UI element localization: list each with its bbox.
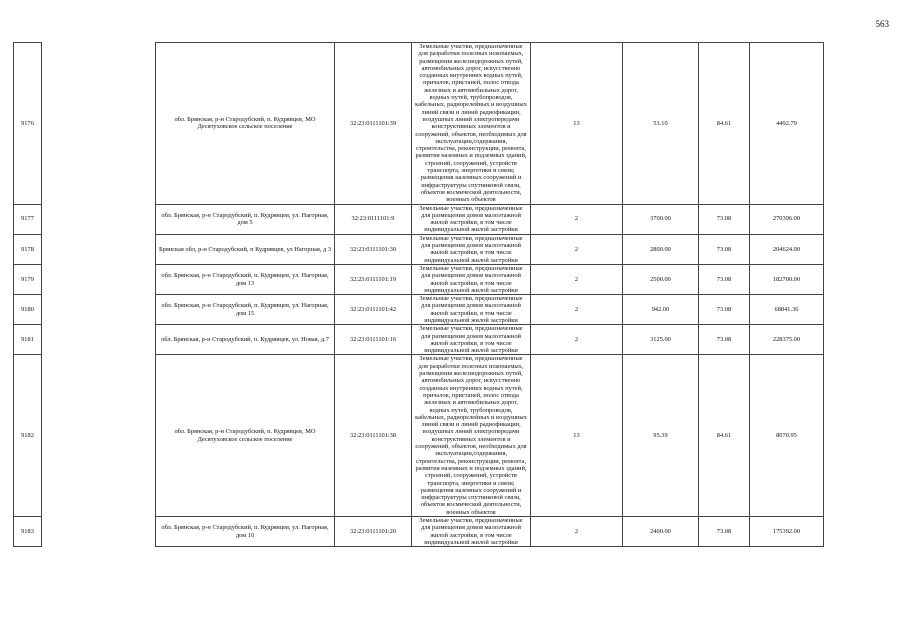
group-code-cell: 2: [531, 517, 623, 547]
group-code-cell: 13: [531, 43, 623, 205]
cadastral-number-cell: 32:23:0111101:16: [335, 325, 412, 355]
cadastral-number-cell: 32:23:0111101:20: [335, 517, 412, 547]
specific-value-cell: 73.08: [699, 325, 750, 355]
specific-value-cell: 84.61: [699, 355, 750, 517]
table-row: [14, 325, 824, 355]
row-number: 9180: [14, 295, 42, 325]
group-code-cell: 2: [531, 204, 623, 234]
area-cell: 2500.00: [623, 264, 699, 294]
cadastral-number-cell: 32:23:0111101:30: [335, 234, 412, 264]
row-number: 9176: [14, 43, 42, 205]
specific-value-cell: 73.08: [699, 204, 750, 234]
cadastral-number-cell: 32:23:0111101:42: [335, 295, 412, 325]
address-cell: обл. Брянская, р-н Стародубский, п. Кудрявцев, ул. Нагорная, дом 10: [156, 517, 335, 547]
specific-value-cell: 73.08: [699, 234, 750, 264]
cadastral-number-cell: 32:23:0111101:38: [335, 355, 412, 517]
cadastral-value-cell: 8070.95: [750, 355, 824, 517]
address-cell: обл. Брянская, р-н Стародубский, п. Кудрявцев, МО Десятуховское сельское поселение: [156, 355, 335, 517]
group-code-cell: 2: [531, 234, 623, 264]
table-row: [14, 234, 824, 264]
address-cell: обл. Брянская, р-н Стародубский, п. Кудрявцев, МО Десятуховское сельское поселение: [156, 43, 335, 205]
empty-cell: [42, 43, 156, 205]
row-number: 9178: [14, 234, 42, 264]
cadastral-number-cell: 32:23:0111101:39: [335, 43, 412, 205]
table-row: [14, 517, 824, 547]
row-number: 9182: [14, 355, 42, 517]
area-cell: 2800.00: [623, 234, 699, 264]
land-use-description-cell: Земельные участки, предназначенные для размещения домов малоэтажной жилой застройки, в том числе индивидуальной жилой застройки: [412, 264, 531, 294]
empty-cell: [42, 234, 156, 264]
group-code-cell: 13: [531, 355, 623, 517]
row-number: 9179: [14, 264, 42, 294]
cadastral-value-cell: 270396.00: [750, 204, 824, 234]
land-use-description-cell: Земельные участки, предназначенные для размещения домов малоэтажной жилой застройки, в том числе индивидуальной жилой застройки: [412, 517, 531, 547]
area-cell: 942.00: [623, 295, 699, 325]
cadastral-value-cell: 68841.36: [750, 295, 824, 325]
table-row: [14, 355, 824, 517]
land-use-description-cell: Земельные участки, предназначенные для разработки полезных ископаемых, размещения железнодорожных путей, автомобильных дорог, искусственно созданных внутренних водных путей, причалов, пристаней, полос отвода железных и автомобильных дорог, водных путей, трубопроводов, кабельных, радиорелейных и воздушных линий связи и линий радиофикации, воздушных линий электропередачи конструктивных элементов и сооружений, объектов, необходимых для эксплуатации,содержания, строительства, реконструкции, ремонта, развития наземных и подземных зданий, строений, сооружений, устройств транспорта, энергетики и связи; размещения наземных сооружений и инфраструктуры спутниковой связи, объектов космической деятельности, военных объектов: [412, 355, 531, 517]
cadastral-value-cell: 175392.00: [750, 517, 824, 547]
empty-cell: [42, 355, 156, 517]
specific-value-cell: 73.08: [699, 295, 750, 325]
row-number: 9177: [14, 204, 42, 234]
group-code-cell: 2: [531, 325, 623, 355]
empty-cell: [42, 204, 156, 234]
table-row: [14, 264, 824, 294]
row-number: 9183: [14, 517, 42, 547]
empty-cell: [42, 325, 156, 355]
cadastral-value-cell: 228375.00: [750, 325, 824, 355]
specific-value-cell: 84.61: [699, 43, 750, 205]
empty-cell: [42, 264, 156, 294]
table-row: [14, 295, 824, 325]
area-cell: 3125.00: [623, 325, 699, 355]
row-number: 9181: [14, 325, 42, 355]
empty-cell: [42, 295, 156, 325]
specific-value-cell: 73.08: [699, 264, 750, 294]
land-use-description-cell: Земельные участки, предназначенные для размещения домов малоэтажной жилой застройки, в том числе индивидуальной жилой застройки: [412, 325, 531, 355]
area-cell: 2400.00: [623, 517, 699, 547]
cadastral-value-table: [13, 42, 824, 547]
address-cell: Брянская обл, р-н Стародубский, п Кудрявцев, ул Нагорная, д 3: [156, 234, 335, 264]
group-code-cell: 2: [531, 264, 623, 294]
cadastral-number-cell: 32:23:0111101:9: [335, 204, 412, 234]
area-cell: 53.10: [623, 43, 699, 205]
cadastral-value-cell: 4492.79: [750, 43, 824, 205]
area-cell: 3700.00: [623, 204, 699, 234]
land-use-description-cell: Земельные участки, предназначенные для разработки полезных ископаемых, размещения железнодорожных путей, автомобильных дорог, искусственно созданных внутренних водных путей, причалов, пристаней, полос отвода железных и автомобильных дорог, водных путей, трубопроводов, кабельных, радиорелейных и воздушных линий связи и линий радиофикации, воздушных линий электропередачи конструктивных элементов и сооружений, объектов, необходимых для эксплуатации,содержания, строительства, реконструкции, ремонта, развития наземных и подземных зданий, строений, сооружений, устройств транспорта, энергетики и связи; размещения наземных сооружений и инфраструктуры спутниковой связи, объектов космической деятельности, военных объектов: [412, 43, 531, 205]
area-cell: 95.39: [623, 355, 699, 517]
land-use-description-cell: Земельные участки, предназначенные для размещения домов малоэтажной жилой застройки, в том числе индивидуальной жилой застройки: [412, 234, 531, 264]
table-row: [14, 43, 824, 205]
empty-cell: [42, 517, 156, 547]
address-cell: обл. Брянская, р-н Стародубский, п. Кудрявцев, ул. Нагорная, дом 13: [156, 264, 335, 294]
cadastral-value-cell: 182700.00: [750, 264, 824, 294]
address-cell: обл. Брянская, р-н Стародубский, п. Кудрявцев, ул. Новая, д.7: [156, 325, 335, 355]
cadastral-value-cell: 204624.00: [750, 234, 824, 264]
page-number: 563: [875, 19, 889, 29]
land-use-description-cell: Земельные участки, предназначенные для размещения домов малоэтажной жилой застройки, в том числе индивидуальной жилой застройки: [412, 295, 531, 325]
address-cell: обл. Брянская, р-н Стародубский, п. Кудрявцев, ул. Нагорная, дом 5: [156, 204, 335, 234]
land-use-description-cell: Земельные участки, предназначенные для размещения домов малоэтажной жилой застройки, в том числе индивидуальной жилой застройки: [412, 204, 531, 234]
table-row: [14, 204, 824, 234]
address-cell: обл. Брянская, р-н Стародубский, п. Кудрявцев, ул. Нагорная, дом 15: [156, 295, 335, 325]
cadastral-number-cell: 32:23:0111101:19: [335, 264, 412, 294]
group-code-cell: 2: [531, 295, 623, 325]
specific-value-cell: 73.08: [699, 517, 750, 547]
